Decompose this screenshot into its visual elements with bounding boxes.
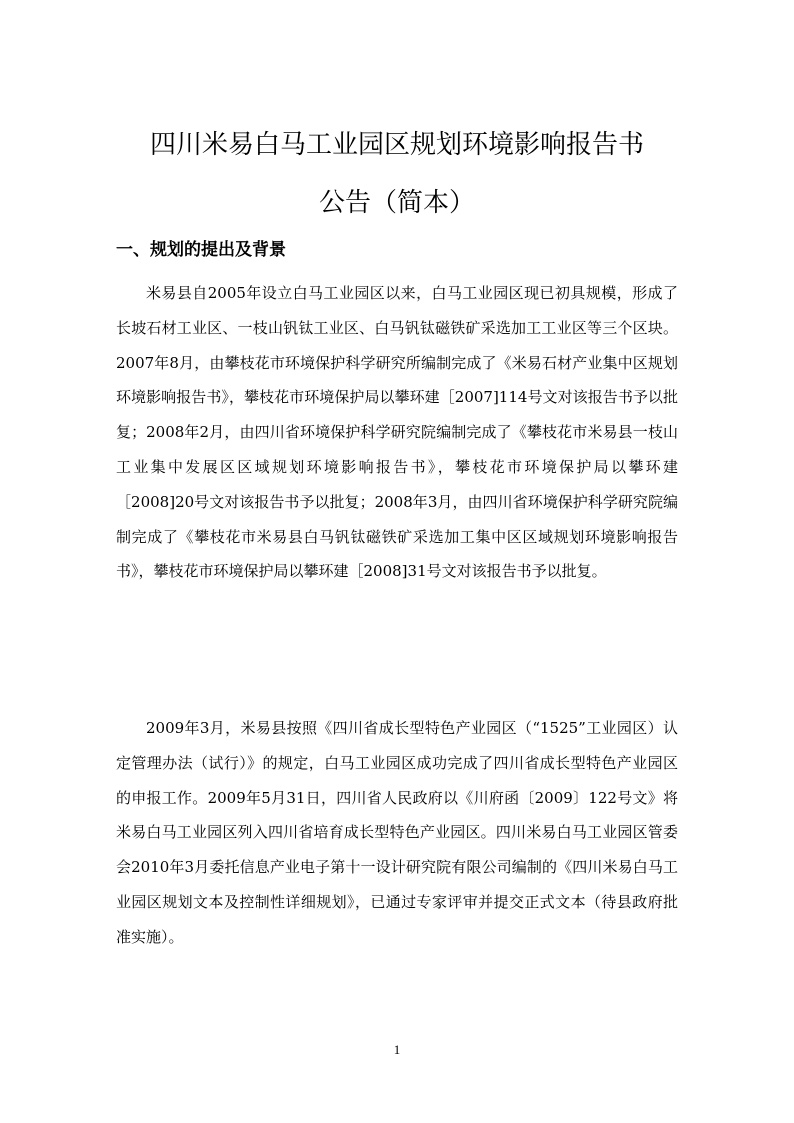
body-paragraph-1: 米易县自2005年设立白马工业园区以来，白马工业园区现已初具规模，形成了长坡石材工业区、一枝山钒钛工业区、白马钒钛磁铁矿采选加工工业区等三个区块。2007年8月，由攀枝花市环境保护科学研究所编制完成了《米易石材产业集中区规划环境影响报告书》，攀枝花市环境保护局以攀环建［2007]114号文对该报告书予以批复；2008年2月，由四川省环境保护科学研究院编制完成了《攀枝花市米易县一枝山工业集中发展区区域规划环境影响报告书》，攀枝花市环境保护局以攀环建［2008]20号文对该报告书予以批复；2008年3月，由四川省环境保护科学研究院编制完成了《攀枝花市米易县白马钒钛磁铁矿采选加工集中区区域规划环境影响报告书》，攀枝花市环境保护局以攀环建［2008]31号文对该报告书予以批复。 (116, 284, 678, 581)
section-heading: 一、规划的提出及背景 (116, 240, 286, 260)
document-subtitle: 公告（简本） (318, 188, 475, 218)
body-paragraph-2: 2009年3月，米易县按照《四川省成长型特色产业园区（“1525”工业园区）认定管理办法（试行）》的规定，白马工业园区成功完成了四川省成长型特色产业园区的申报工作。2009年5月31日，四川省人民政府以《川府函〔2009〕122号文》将米易白马工业园区列入四川省培育成长型特色产业园区。四川米易白马工业园区管委会2010年3月委托信息产业电子第十一设计研究院有限公司编制的《四川米易白马工业园区规划文本及控制性详细规划》，已通过专家评审并提交正式文本（待县政府批准实施）。 (116, 719, 678, 946)
page-number: 1 (393, 1042, 401, 1057)
document-title: 四川米易白马工业园区规划环境影响报告书 (149, 130, 644, 160)
